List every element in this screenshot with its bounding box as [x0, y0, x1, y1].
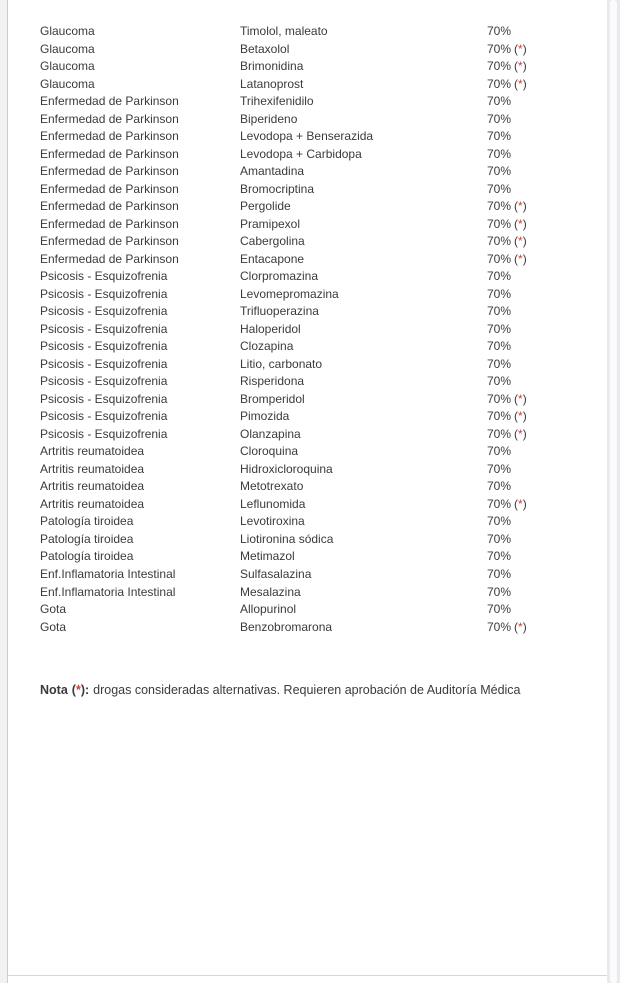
coverage-value: 70% [487, 164, 512, 179]
marker-asterisk: * [518, 391, 523, 406]
condition-cell: Artritis reumatoidea [40, 496, 145, 511]
drug-cell: Leflunomida [240, 496, 306, 511]
table-row [40, 268, 580, 286]
condition-cell: Patología tiroidea [40, 549, 134, 564]
drug-cell: Cloroquina [240, 444, 299, 459]
coverage-value: 70% [487, 339, 512, 354]
marker-close-paren: ) [522, 59, 527, 74]
alternative-marker [514, 427, 527, 441]
marker-close-paren: ) [522, 409, 527, 424]
coverage-cell [487, 566, 580, 584]
table-row [40, 58, 580, 76]
coverage-value: 70% [487, 549, 512, 564]
marker-close-paren: ) [522, 234, 527, 249]
coverage-value: 70% [487, 356, 512, 371]
table-row [40, 251, 580, 269]
marker-open-paren: ( [514, 391, 519, 406]
marker-close-paren: ) [522, 426, 527, 441]
coverage-value: 70% [487, 269, 512, 284]
coverage-value: 70% [487, 409, 512, 424]
table-row [40, 146, 580, 164]
marker-asterisk: * [518, 199, 523, 214]
alternative-marker [514, 252, 527, 266]
coverage-cell [487, 391, 580, 409]
marker-asterisk: * [518, 496, 523, 511]
coverage-value: 70% [487, 461, 512, 476]
drug-cell: Bromocriptina [240, 181, 315, 196]
coverage-value: 70% [487, 41, 512, 56]
marker-asterisk: * [518, 216, 523, 231]
marker-close-paren: ) [522, 216, 527, 231]
condition-cell: Patología tiroidea [40, 531, 134, 546]
drug-cell: Levodopa + Carbidopa [240, 146, 362, 161]
coverage-value: 70% [487, 111, 512, 126]
condition-cell: Enf.Inflamatoria Intestinal [40, 584, 176, 599]
table-row [40, 23, 580, 41]
table-row [40, 128, 580, 146]
coverage-cell [487, 584, 580, 602]
coverage-cell [487, 601, 580, 619]
table-row [40, 303, 580, 321]
coverage-cell [487, 496, 580, 514]
marker-open-paren: ( [514, 59, 519, 74]
table-row [40, 321, 580, 339]
drug-cell: Cabergolina [240, 234, 305, 249]
alternative-marker [514, 42, 527, 56]
drug-cell: Risperidona [240, 374, 305, 389]
page-bottom-edge [8, 975, 607, 976]
table-row [40, 478, 580, 496]
coverage-cell [487, 198, 580, 216]
drug-cell: Olanzapina [240, 426, 301, 441]
condition-cell: Psicosis - Esquizofrenia [40, 269, 168, 284]
coverage-cell [487, 233, 580, 251]
footnote-marker-close: ): [80, 683, 90, 697]
marker-close-paren: ) [522, 619, 527, 634]
condition-cell: Enfermedad de Parkinson [40, 251, 179, 266]
drug-cell: Metimazol [240, 549, 295, 564]
marker-close-paren: ) [522, 391, 527, 406]
coverage-cell [487, 461, 580, 479]
condition-cell: Enfermedad de Parkinson [40, 146, 179, 161]
coverage-cell [487, 303, 580, 321]
condition-cell: Artritis reumatoidea [40, 444, 145, 459]
marker-close-paren: ) [522, 41, 527, 56]
drug-cell: Levotiroxina [240, 514, 305, 529]
drug-cell: Levomepromazina [240, 286, 339, 301]
table-row [40, 619, 580, 637]
coverage-cell [487, 41, 580, 59]
coverage-cell [487, 426, 580, 444]
marker-open-paren: ( [514, 76, 519, 91]
marker-open-paren: ( [514, 199, 519, 214]
coverage-value: 70% [487, 146, 512, 161]
table-row [40, 181, 580, 199]
condition-cell: Enfermedad de Parkinson [40, 199, 179, 214]
coverage-value: 70% [487, 181, 512, 196]
marker-open-paren: ( [514, 234, 519, 249]
coverage-cell [487, 619, 580, 637]
table-row [40, 338, 580, 356]
drug-cell: Trihexifenidilo [240, 94, 314, 109]
table-row [40, 443, 580, 461]
coverage-cell [487, 408, 580, 426]
condition-cell: Artritis reumatoidea [40, 461, 145, 476]
coverage-value: 70% [487, 216, 512, 231]
coverage-value: 70% [487, 602, 512, 617]
condition-cell: Psicosis - Esquizofrenia [40, 339, 168, 354]
condition-cell: Enfermedad de Parkinson [40, 111, 179, 126]
coverage-value: 70% [487, 199, 512, 214]
marker-close-paren: ) [522, 496, 527, 511]
table-row [40, 356, 580, 374]
drug-cell: Clorpromazina [240, 269, 319, 284]
drug-cell: Metotrexato [240, 479, 304, 494]
footnote-text: drogas consideradas alternativas. Requieren aprobación de Auditoría Médica [93, 683, 521, 697]
drug-cell: Timolol, maleato [240, 24, 328, 38]
drug-cell: Haloperidol [240, 321, 301, 336]
drug-cell: Amantadina [240, 164, 305, 179]
coverage-cell [487, 321, 580, 339]
table-row [40, 531, 580, 549]
coverage-value: 70% [487, 94, 512, 109]
coverage-cell [487, 513, 580, 531]
coverage-cell [487, 146, 580, 164]
table-row [40, 408, 580, 426]
table-row [40, 163, 580, 181]
condition-cell: Enfermedad de Parkinson [40, 129, 179, 144]
coverage-cell [487, 548, 580, 566]
drug-cell: Litio, carbonato [240, 356, 323, 371]
condition-cell: Glaucoma [40, 76, 95, 91]
table-row [40, 41, 580, 59]
coverage-cell [487, 338, 580, 356]
coverage-value: 70% [487, 234, 512, 249]
coverage-value: 70% [487, 619, 512, 634]
condition-cell: Glaucoma [40, 24, 95, 38]
footnote-marker-asterisk: * [75, 683, 81, 697]
condition-cell: Enfermedad de Parkinson [40, 164, 179, 179]
table-row [40, 391, 580, 409]
alternative-marker [514, 77, 527, 91]
coverage-value: 70% [487, 129, 512, 144]
table-row [40, 566, 580, 584]
drug-cell: Pimozida [240, 409, 290, 424]
table-row [40, 198, 580, 216]
coverage-value: 70% [487, 584, 512, 599]
drug-cell: Clozapina [240, 339, 294, 354]
marker-open-paren: ( [514, 251, 519, 266]
coverage-value: 70% [487, 76, 512, 91]
coverage-value: 70% [487, 391, 512, 406]
drug-cell: Betaxolol [240, 41, 290, 56]
drug-cell: Entacapone [240, 251, 305, 266]
coverage-cell [487, 356, 580, 374]
table-row [40, 286, 580, 304]
scrollbar-track[interactable] [607, 0, 620, 983]
condition-cell: Psicosis - Esquizofrenia [40, 409, 168, 424]
coverage-cell [487, 181, 580, 199]
marker-asterisk: * [518, 76, 523, 91]
condition-cell: Psicosis - Esquizofrenia [40, 304, 168, 319]
drug-cell: Allopurinol [240, 602, 297, 617]
marker-asterisk: * [518, 619, 523, 634]
coverage-value: 70% [487, 59, 512, 74]
coverage-cell [487, 268, 580, 286]
condition-cell: Gota [40, 619, 67, 634]
table-row [40, 601, 580, 619]
coverage-value: 70% [487, 479, 512, 494]
condition-cell: Psicosis - Esquizofrenia [40, 356, 168, 371]
condition-cell: Enf.Inflamatoria Intestinal [40, 566, 176, 581]
alternative-marker [514, 59, 527, 73]
alternative-marker [514, 497, 527, 511]
table-row [40, 584, 580, 602]
marker-asterisk: * [518, 234, 523, 249]
coverage-value: 70% [487, 374, 512, 389]
coverage-value: 70% [487, 496, 512, 511]
condition-cell: Psicosis - Esquizofrenia [40, 321, 168, 336]
table-row [40, 513, 580, 531]
coverage-cell [487, 58, 580, 76]
table-row [40, 76, 580, 94]
drug-cell: Liotironina sódica [240, 531, 334, 546]
coverage-cell [487, 531, 580, 549]
marker-asterisk: * [518, 251, 523, 266]
drug-cell: Sulfasalazina [240, 566, 312, 581]
coverage-cell [487, 251, 580, 269]
coverage-cell [487, 76, 580, 94]
marker-open-paren: ( [514, 216, 519, 231]
drug-cell: Biperideno [240, 111, 298, 126]
coverage-value: 70% [487, 304, 512, 319]
marker-asterisk: * [518, 41, 523, 56]
table-row [40, 216, 580, 234]
coverage-value: 70% [487, 24, 512, 38]
coverage-cell [487, 478, 580, 496]
condition-cell: Psicosis - Esquizofrenia [40, 286, 168, 301]
coverage-value: 70% [487, 426, 512, 441]
coverage-cell [487, 93, 580, 111]
marker-asterisk: * [518, 426, 523, 441]
marker-asterisk: * [518, 59, 523, 74]
marker-open-paren: ( [514, 496, 519, 511]
coverage-cell [487, 111, 580, 129]
table-row [40, 233, 580, 251]
coverage-value: 70% [487, 444, 512, 459]
marker-close-paren: ) [522, 199, 527, 214]
alternative-marker [514, 392, 527, 406]
drug-cell: Hidroxicloroquina [240, 461, 333, 476]
table-row [40, 461, 580, 479]
table-row [40, 496, 580, 514]
marker-open-paren: ( [514, 409, 519, 424]
drug-cell: Mesalazina [240, 584, 301, 599]
coverage-value: 70% [487, 514, 512, 529]
marker-asterisk: * [518, 409, 523, 424]
condition-cell: Enfermedad de Parkinson [40, 181, 179, 196]
scrollbar-thumb[interactable] [610, 0, 617, 983]
table-row [40, 373, 580, 391]
condition-cell: Enfermedad de Parkinson [40, 234, 179, 249]
table-row [40, 426, 580, 444]
condition-cell: Patología tiroidea [40, 514, 134, 529]
footnote-marker-open: ( [71, 683, 76, 697]
coverage-cell [487, 373, 580, 391]
condition-cell: Enfermedad de Parkinson [40, 94, 179, 109]
drug-cell: Bromperidol [240, 391, 305, 406]
coverage-value: 70% [487, 531, 512, 546]
condition-cell: Glaucoma [40, 41, 95, 56]
coverage-value: 70% [487, 566, 512, 581]
marker-close-paren: ) [522, 251, 527, 266]
alternative-marker [514, 620, 527, 634]
drug-cell: Levodopa + Benserazida [240, 129, 374, 144]
marker-open-paren: ( [514, 41, 519, 56]
marker-close-paren: ) [522, 76, 527, 91]
marker-open-paren: ( [514, 426, 519, 441]
drug-cell: Pramipexol [240, 216, 301, 231]
drug-cell: Pergolide [240, 199, 291, 214]
drug-cell: Benzobromarona [240, 619, 333, 634]
condition-cell: Enfermedad de Parkinson [40, 216, 179, 231]
coverage-cell [487, 128, 580, 146]
marker-open-paren: ( [514, 619, 519, 634]
coverage-cell [487, 23, 580, 41]
coverage-value: 70% [487, 286, 512, 301]
condition-cell: Artritis reumatoidea [40, 479, 145, 494]
alternative-marker [514, 199, 527, 213]
coverage-value: 70% [487, 321, 512, 336]
condition-cell: Glaucoma [40, 59, 95, 74]
drug-cell: Trifluoperazina [240, 304, 319, 319]
drug-cell: Latanoprost [240, 76, 304, 91]
condition-cell: Gota [40, 602, 67, 617]
condition-cell: Psicosis - Esquizofrenia [40, 391, 168, 406]
coverage-cell [487, 216, 580, 234]
coverage-cell [487, 443, 580, 461]
condition-cell: Psicosis - Esquizofrenia [40, 374, 168, 389]
alternative-marker [514, 409, 527, 423]
table-row [40, 111, 580, 129]
coverage-value: 70% [487, 251, 512, 266]
alternative-marker [514, 234, 527, 248]
table-row [40, 548, 580, 566]
footnote-label: Nota [40, 683, 68, 697]
condition-cell: Psicosis - Esquizofrenia [40, 426, 168, 441]
alternative-marker [514, 217, 527, 231]
drug-cell: Brimonidina [240, 59, 304, 74]
coverage-cell [487, 286, 580, 304]
drug-coverage-table [40, 23, 580, 636]
page-left-edge [0, 0, 8, 983]
footnote [40, 682, 521, 698]
coverage-cell [487, 163, 580, 181]
table-row [40, 93, 580, 111]
